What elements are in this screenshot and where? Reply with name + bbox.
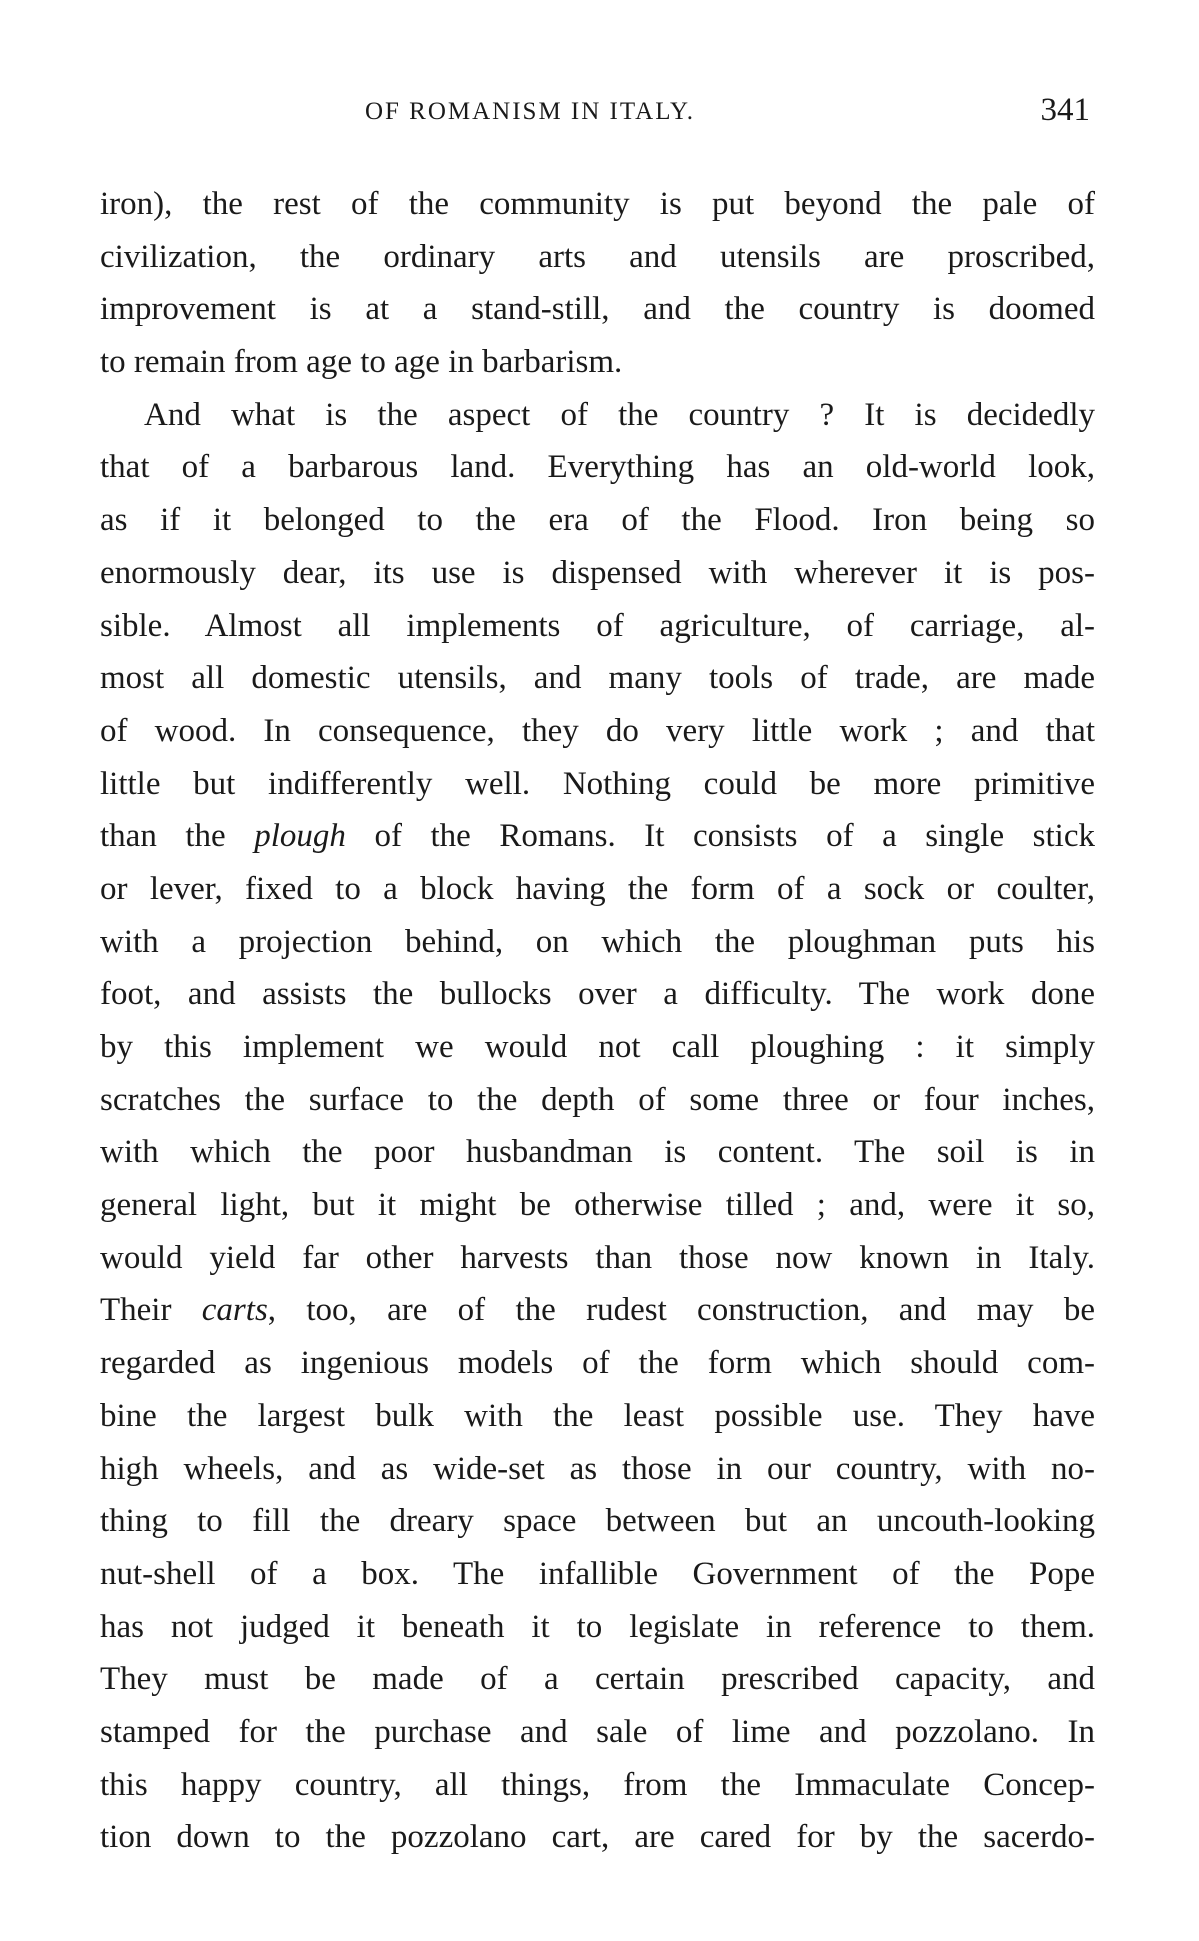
text-line: high wheels, and as wide-set as those in our country, with no- bbox=[100, 1450, 1095, 1487]
text-line bbox=[100, 1284, 1095, 1337]
text-line: scratches the surface to the depth of some three or four inches, bbox=[100, 1081, 1095, 1118]
body-text bbox=[100, 178, 1095, 1864]
text-line: And what is the aspect of the country ? It is decidedly bbox=[144, 396, 1095, 433]
text-line: most all domestic utensils, and many tools of trade, are made bbox=[100, 660, 1095, 697]
text-line bbox=[100, 810, 1095, 863]
text-line: as if it belonged to the era of the Flood. Iron being so bbox=[100, 502, 1095, 539]
text-line: They must be made of a certain prescribed capacity, and bbox=[100, 1661, 1095, 1698]
italic-word-carts: carts bbox=[201, 1292, 268, 1329]
text-line: foot, and assists the bullocks over a difficulty. The work done bbox=[100, 976, 1095, 1013]
text-line: to remain from age to age in barbarism. bbox=[100, 344, 623, 381]
text-line: would yield far other harvests than those now known in Italy. bbox=[100, 1239, 1095, 1276]
text-line: improvement is at a stand-still, and the country is doomed bbox=[100, 291, 1095, 328]
text-fragment: , too, are of the rudest construction, and may be bbox=[267, 1292, 1095, 1329]
text-line: thing to fill the dreary space between but an uncouth-looking bbox=[100, 1503, 1095, 1540]
text-fragment: Their bbox=[100, 1292, 202, 1329]
text-line: has not judged it beneath it to legislate in reference to them. bbox=[100, 1608, 1095, 1645]
text-line: or lever, fixed to a block having the form of a sock or coulter, bbox=[100, 870, 1095, 907]
text-line: tion down to the pozzolano cart, are cared for by the sacerdo- bbox=[100, 1819, 1095, 1856]
text-line: iron), the rest of the community is put beyond the pale of bbox=[100, 186, 1095, 222]
text-line: civilization, the ordinary arts and utensils are proscribed, bbox=[100, 238, 1095, 275]
text-line: little but indifferently well. Nothing could be more primitive bbox=[100, 765, 1095, 802]
page-number: 341 bbox=[1040, 92, 1090, 128]
text-line: nut-shell of a box. The infallible Government of the Pope bbox=[100, 1555, 1095, 1592]
text-line: stamped for the purchase and sale of lime and pozzolano. In bbox=[100, 1713, 1095, 1750]
text-line: general light, but it might be otherwise tilled ; and, were it so, bbox=[100, 1187, 1095, 1224]
text-fragment: than the bbox=[100, 818, 255, 855]
text-line: that of a barbarous land. Everything has an old-world look, bbox=[100, 449, 1095, 486]
text-line: with a projection behind, on which the ploughman puts his bbox=[100, 923, 1095, 960]
text-line: regarded as ingenious models of the form which should com- bbox=[100, 1345, 1095, 1382]
text-line: this happy country, all things, from the Immaculate Concep- bbox=[100, 1766, 1095, 1803]
text-line: with which the poor husbandman is content. The soil is in bbox=[100, 1134, 1095, 1171]
running-head bbox=[100, 92, 1090, 132]
text-fragment: of the Romans. It consists of a single stick bbox=[345, 818, 1095, 855]
text-line: of wood. In consequence, they do very little work ; and that bbox=[100, 712, 1095, 749]
text-line: sible. Almost all implements of agriculture, of carriage, al- bbox=[100, 607, 1095, 644]
text-line: bine the largest bulk with the least possible use. They have bbox=[100, 1397, 1095, 1434]
running-title: OF ROMANISM IN ITALY. bbox=[364, 98, 696, 125]
italic-word-plough: plough bbox=[254, 818, 346, 855]
text-line: enormously dear, its use is dispensed with wherever it is pos- bbox=[100, 554, 1095, 591]
text-line: by this implement we would not call ploughing : it simply bbox=[100, 1029, 1095, 1065]
